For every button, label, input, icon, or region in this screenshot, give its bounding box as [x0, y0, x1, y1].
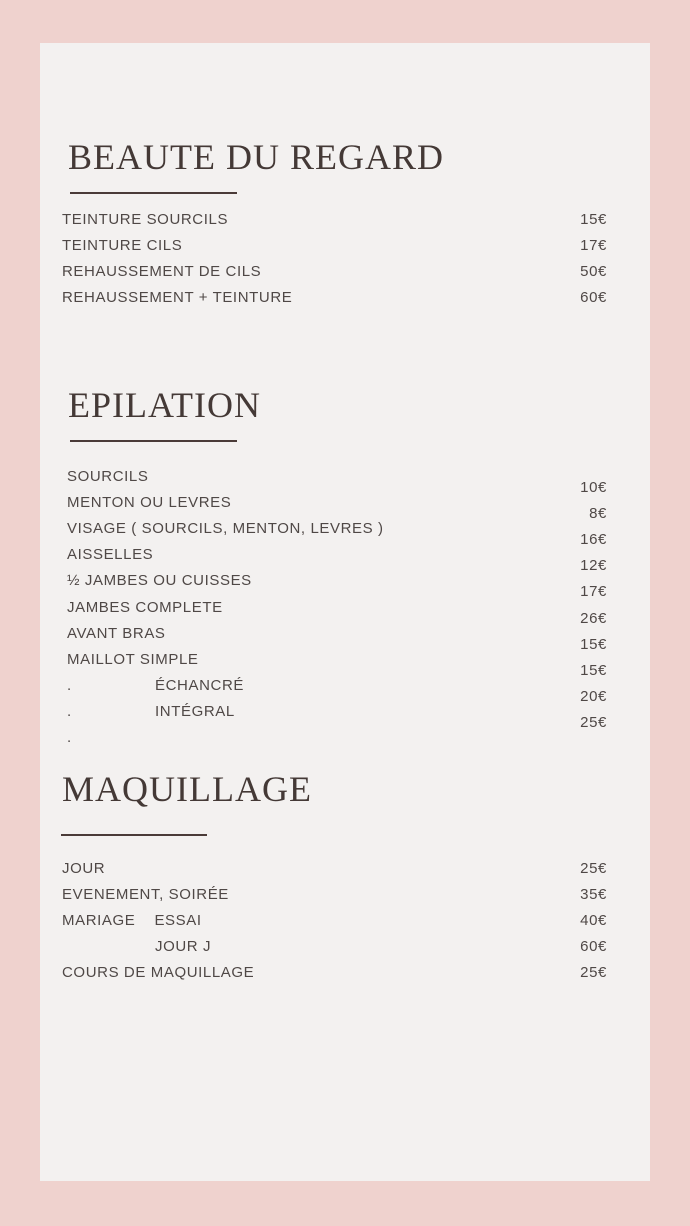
item-label: ÉCHANCRÉ [155, 677, 244, 695]
menu-item-row [67, 594, 607, 627]
item-label: JOUR J [155, 937, 212, 955]
item-label: TEINTURE SOURCILS [62, 210, 229, 228]
item-label: AISSELLES [67, 546, 154, 564]
item-prefix-dot: . [67, 677, 72, 695]
menu-item-row [67, 620, 607, 653]
item-price: 15€ [580, 635, 607, 653]
item-label: REHAUSSEMENT DE CILS [62, 262, 262, 280]
item-label: SOURCILS [67, 467, 149, 485]
menu-item-row [62, 206, 607, 232]
section-underline-rule [61, 834, 207, 836]
section-beaute-du-regard [40, 135, 650, 310]
item-price: 20€ [580, 688, 607, 706]
section-title: EPILATION [68, 385, 261, 425]
section-title: BEAUTE DU REGARD [68, 137, 444, 177]
item-label: AVANT BRAS [67, 624, 166, 642]
item-price: 25€ [580, 714, 607, 732]
item-label: VISAGE ( SOURCILS, MENTON, LEVRES ) [67, 519, 384, 537]
item-price: 35€ [580, 886, 607, 904]
section-maquillage [40, 767, 650, 985]
item-label: TEINTURE CILS [62, 236, 183, 254]
item-list [62, 206, 607, 310]
menu-item-row [62, 933, 607, 959]
item-list [67, 463, 607, 751]
item-price: 25€ [580, 860, 607, 878]
item-prefix-dot: . [67, 703, 72, 721]
menu-item-row [62, 908, 607, 934]
menu-item-row [62, 258, 607, 284]
menu-item-row [67, 725, 607, 751]
menu-card [40, 43, 650, 1181]
item-price: 17€ [580, 583, 607, 601]
item-label: ½ JAMBES OU CUISSES [67, 572, 252, 590]
item-label: JAMBES COMPLETE [67, 598, 223, 616]
item-list [62, 856, 607, 985]
menu-item-row [67, 568, 607, 601]
item-price: 25€ [580, 963, 607, 981]
item-label: MARIAGE ESSAI [62, 911, 202, 929]
item-label: JOUR [62, 860, 106, 878]
item-label: MAILLOT SIMPLE [67, 650, 199, 668]
item-label: COURS DE MAQUILLAGE [62, 963, 255, 981]
menu-item-row [67, 542, 607, 575]
item-label: REHAUSSEMENT + TEINTURE [62, 288, 293, 306]
item-price: 17€ [580, 236, 607, 254]
item-price: 60€ [580, 288, 607, 306]
section-epilation [40, 383, 650, 751]
item-prefix-dot: . [67, 729, 72, 747]
section-underline-rule [70, 192, 237, 194]
item-price: 15€ [580, 210, 607, 228]
item-price: 15€ [580, 661, 607, 679]
item-price: 12€ [580, 557, 607, 575]
item-label: MENTON OU LEVRES [67, 493, 232, 511]
menu-item-row [67, 489, 607, 522]
item-price: 26€ [580, 609, 607, 627]
item-price: 8€ [589, 504, 607, 522]
item-label: INTÉGRAL [155, 703, 235, 721]
section-title: MAQUILLAGE [62, 769, 312, 809]
menu-item-row [62, 856, 607, 882]
menu-item-row [62, 959, 607, 985]
item-price: 50€ [580, 262, 607, 280]
item-price: 16€ [580, 530, 607, 548]
item-price: 40€ [580, 911, 607, 929]
item-label: EVENEMENT, SOIRÉE [62, 886, 229, 904]
menu-item-row [67, 463, 607, 496]
item-price: 60€ [580, 937, 607, 955]
menu-item-row [62, 284, 607, 310]
section-underline-rule [70, 440, 237, 442]
menu-item-row [67, 673, 607, 706]
menu-item-row [62, 882, 607, 908]
menu-item-row [67, 646, 607, 679]
menu-item-row [62, 232, 607, 258]
menu-item-row [67, 699, 607, 732]
item-price: 10€ [580, 478, 607, 496]
menu-item-row [67, 515, 607, 548]
